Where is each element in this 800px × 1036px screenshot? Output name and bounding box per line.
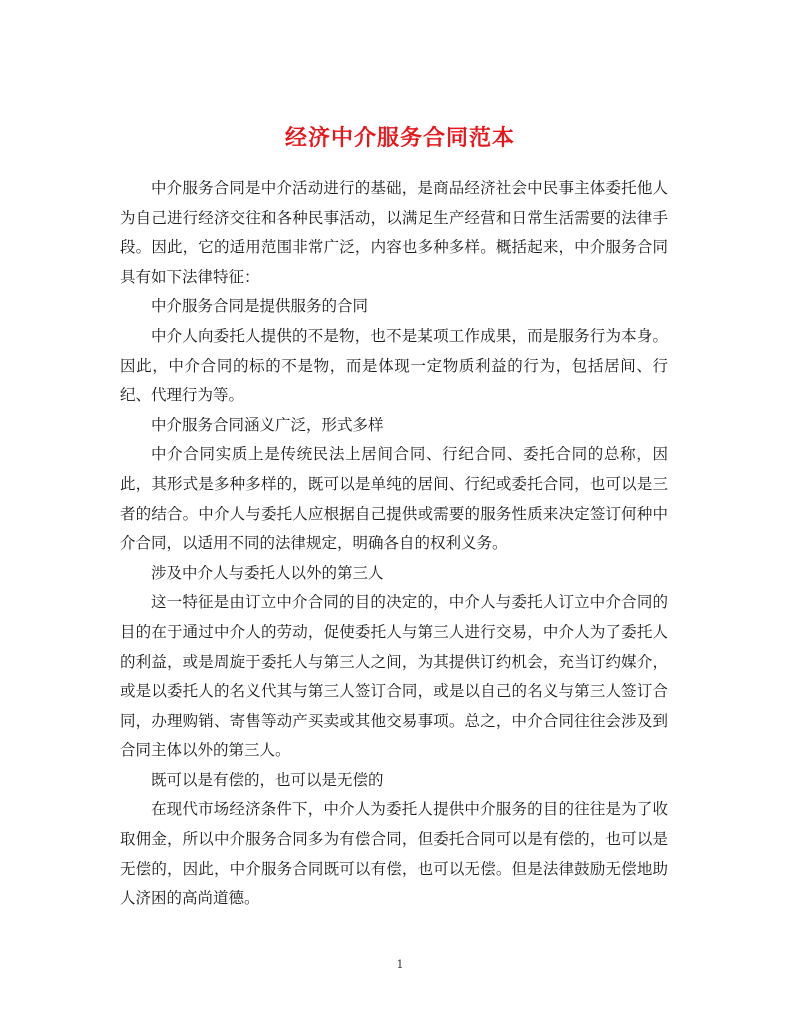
- section-heading-broad-meaning: 中介服务合同涵义广泛，形式多样: [151, 415, 384, 434]
- paragraph-service-contract: 中介人向委托人提供的不是物，也不是某项工作成果，而是服务行为本身。因此，中介合同的标的不是物，而是体现一定物质利益的行为，包括居间、行纪、代理行为等。: [120, 326, 668, 405]
- paragraph-paid-or-free: 在现代市场经济条件下，中介人为委托人提供中介服务的目的往往是为了收取佣金，所以中介服务合同多为有偿合同，但委托合同可以是有偿的，也可以是无偿的，因此，中介服务合同既可以有偿，也可以无偿。但是法律鼓励无偿地助人济困的高尚道德。: [120, 800, 668, 908]
- section-heading-paid-or-free: 既可以是有偿的，也可以是无偿的: [151, 770, 384, 789]
- paragraph-intro: 中介服务合同是中介活动进行的基础，是商品经济社会中民事主体委托他人为自己进行经济交往和各种民事活动，以满足生产经营和日常生活需要的法律手段。因此，它的适用范围非常广泛，内容也多种多样。概括起来，中介服务合同具有如下法律特征：: [120, 179, 668, 286]
- document-body: [120, 174, 668, 914]
- page-number: 1: [396, 958, 404, 971]
- paragraph-broad-meaning: 中介合同实质上是传统民法上居间合同、行纪合同、委托合同的总称，因此，其形式是多种多样的，既可以是单纯的居间、行纪或委托合同，也可以是三者的结合。中介人与委托人应根据自己提供或需要的服务性质来决定签订何种中介合同，以适用不同的法律规定，明确各自的权利义务。: [120, 445, 668, 553]
- paragraph-third-party: 这一特征是由订立中介合同的目的决定的，中介人与委托人订立中介合同的目的在于通过中介人的劳动，促使委托人与第三人进行交易，中介人为了委托人的利益，或是周旋于委托人与第三人之间，为其提供订约机会，充当订约媒介，或是以委托人的名义代其与第三人签订合同，或是以自己的名义与第三人签订合同，办理购销、寄售等动产买卖或其他交易事项。总之，中介合同往往会涉及到合同主体以外的第三人。: [120, 593, 668, 760]
- document-title: 经济中介服务合同范本: [284, 124, 515, 151]
- section-heading-service-contract: 中介服务合同是提供服务的合同: [151, 297, 369, 316]
- section-heading-third-party: 涉及中介人与委托人以外的第三人: [151, 563, 384, 582]
